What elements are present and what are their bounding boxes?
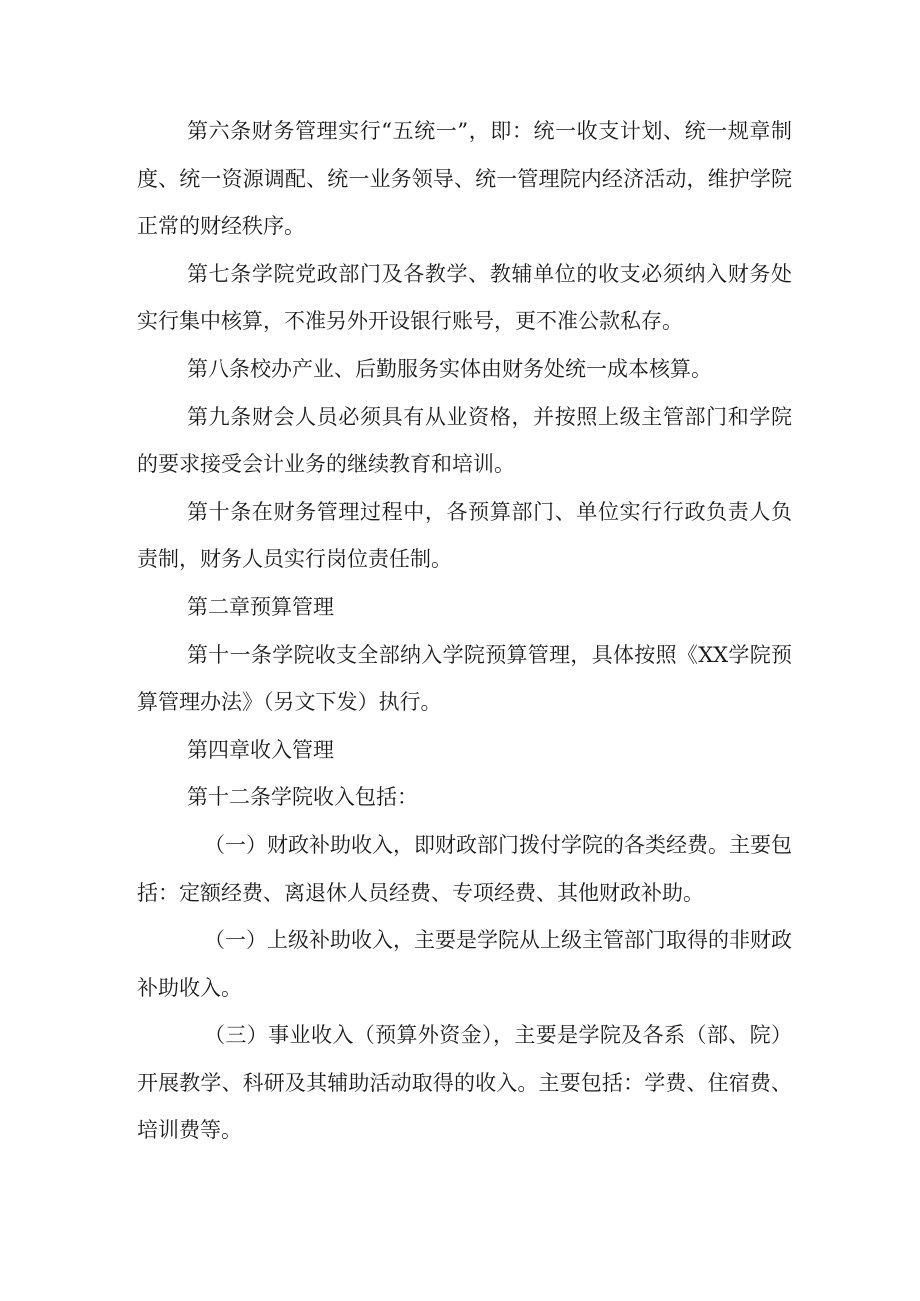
chapter-4-heading: 第四章收入管理	[187, 737, 334, 762]
income-item-fiscal-subsidy: （一）财政补助收入，即财政部门拨付学院的各类经费。主要包括：定额经费、离退休人员经费、专项经费、其他财政补助。	[137, 832, 792, 905]
article-10-paragraph: 第十条在财务管理过程中，各预算部门、单位实行行政负责人负责制，财务人员实行岗位责任制。	[137, 499, 792, 572]
article-7-paragraph: 第七条学院党政部门及各教学、教辅单位的收支必须纳入财务处实行集中核算，不准另外开设银行账号，更不准公款私存。	[137, 261, 792, 334]
income-item-business-income: （三）事业收入（预算外资金），主要是学院及各系（部、院）开展教学、科研及其辅助活动取得的收入。主要包括：学费、住宿费、培训费等。	[137, 1023, 792, 1143]
article-6-paragraph: 第六条财务管理实行“五统一”，即：统一收支计划、统一规章制度、统一资源调配、统一业务领导、统一管理院内经济活动，维护学院正常的财经秩序。	[137, 119, 792, 239]
article-12-paragraph: 第十二条学院收入包括：	[187, 785, 418, 810]
chapter-2-heading: 第二章预算管理	[187, 594, 334, 619]
article-8-paragraph: 第八条校办产业、后勤服务实体由财务处统一成本核算。	[187, 356, 712, 381]
article-9-paragraph: 第九条财会人员必须具有从业资格，并按照上级主管部门和学院的要求接受会计业务的继续教育和培训。	[137, 404, 792, 477]
article-11-paragraph: 第十一条学院收支全部纳入学院预算管理，具体按照《XX学院预算管理办法》（另文下发）执行。	[137, 642, 792, 715]
document-body	[137, 108, 792, 1155]
income-item-superior-subsidy: （一）上级补助收入，主要是学院从上级主管部门取得的非财政补助收入。	[137, 928, 792, 1000]
